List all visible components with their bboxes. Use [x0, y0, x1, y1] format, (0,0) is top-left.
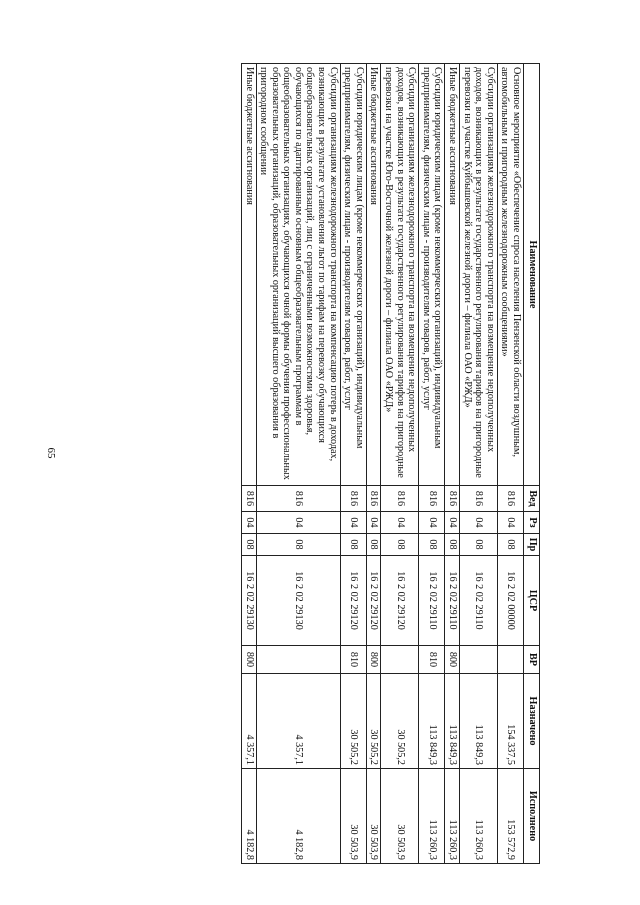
cell-pr: 08 — [460, 534, 498, 556]
cell-assigned: 113 849,3 — [419, 674, 445, 769]
cell-csr: 16 2 02 29130 — [241, 556, 256, 646]
cell-name: Субсидии организациям железнодорожного транспорта на возмещение недополученных доходов, возникающих в результате государственного регулирования тарифов на пригородные перевозки на участке Куйбышевской железной дороги – филиала ОАО «РЖД» — [460, 64, 498, 486]
cell-assigned: 4 357,1 — [241, 674, 256, 769]
cell-pr: 08 — [497, 534, 523, 556]
cell-executed: 30 503,9 — [381, 769, 419, 864]
header-vr: ВР — [524, 646, 540, 674]
cell-executed: 30 503,9 — [366, 769, 381, 864]
cell-vr: 810 — [340, 646, 366, 674]
cell-rz: 04 — [497, 512, 523, 534]
cell-name: Субсидии юридическим лицам (кроме некоммерческих организаций), индивидуальным предпринимателям, физическим лицам - производителям товаров, работ, услуг — [419, 64, 445, 486]
table-row — [497, 64, 523, 864]
cell-vr: 800 — [445, 646, 460, 674]
cell-executed: 113 260,3 — [460, 769, 498, 864]
cell-csr: 16 2 02 00000 — [497, 556, 523, 646]
cell-vr — [497, 646, 523, 674]
cell-csr: 16 2 02 29110 — [460, 556, 498, 646]
budget-table — [241, 63, 540, 864]
cell-name: Иные бюджетные ассигнования — [366, 64, 381, 486]
cell-pr: 08 — [241, 534, 256, 556]
cell-assigned: 154 337,5 — [497, 674, 523, 769]
cell-rz: 04 — [241, 512, 256, 534]
header-pr: Пр — [524, 534, 540, 556]
header-name: Наименование — [524, 64, 540, 486]
header-rz: Рз — [524, 512, 540, 534]
cell-assigned: 113 849,3 — [445, 674, 460, 769]
table-row — [445, 64, 460, 864]
header-assigned: Назначено — [524, 674, 540, 769]
cell-ved: 816 — [445, 486, 460, 512]
cell-vr: 800 — [366, 646, 381, 674]
header-ved: Вед — [524, 486, 540, 512]
cell-pr: 08 — [256, 534, 340, 556]
cell-assigned: 30 505,2 — [340, 674, 366, 769]
cell-name: Субсидии организациям железнодорожного транспорта на возмещение недополученных доходов, возникающих в результате государственного регулирования тарифов на пригородные перевозки на участке Юго-Восточной железной дороги – филиала ОАО «РЖД» — [381, 64, 419, 486]
table-row — [256, 64, 340, 864]
cell-ved: 816 — [256, 486, 340, 512]
cell-executed: 153 572,9 — [497, 769, 523, 864]
cell-vr: 810 — [419, 646, 445, 674]
table-row — [366, 64, 381, 864]
cell-pr: 08 — [366, 534, 381, 556]
cell-name: Субсидии юридическим лицам (кроме некоммерческих организаций), индивидуальным предпринимателям, физическим лицам - производителям товаров, работ, услуг — [340, 64, 366, 486]
header-executed: Исполнено — [524, 769, 540, 864]
cell-rz: 04 — [256, 512, 340, 534]
cell-csr: 16 2 02 29130 — [256, 556, 340, 646]
cell-csr: 16 2 02 29110 — [445, 556, 460, 646]
cell-vr — [381, 646, 419, 674]
rotated-page — [90, 63, 540, 863]
cell-assigned: 4 357,1 — [256, 674, 340, 769]
cell-csr: 16 2 02 29110 — [419, 556, 445, 646]
cell-rz: 04 — [445, 512, 460, 534]
cell-rz: 04 — [460, 512, 498, 534]
cell-vr: 800 — [241, 646, 256, 674]
cell-name: Иные бюджетные ассигнования — [241, 64, 256, 486]
cell-csr: 16 2 02 29120 — [340, 556, 366, 646]
table-header-row — [524, 64, 540, 864]
cell-ved: 816 — [381, 486, 419, 512]
cell-csr: 16 2 02 29120 — [381, 556, 419, 646]
cell-ved: 816 — [460, 486, 498, 512]
cell-name: Субсидии организациям железнодорожного транспорта на компенсацию потерь в доходах, возникающих в результате установления льгот по тарифам на перевозку обучающихся общеобразовательных организаций, лиц с ограниченными возможностями здоровья, обучающихся по адаптированным основным общеобразовательным программам в общеобразовательных организациях, обучающихся очной формы обучения профессиональных образовательных организаций, образовательных организаций высшего образования в пригородном сообщении — [256, 64, 340, 486]
page-number: 65 — [45, 447, 57, 459]
cell-rz: 04 — [381, 512, 419, 534]
cell-assigned: 113 849,3 — [460, 674, 498, 769]
cell-pr: 08 — [381, 534, 419, 556]
table-row — [419, 64, 445, 864]
cell-ved: 816 — [241, 486, 256, 512]
header-csr: ЦСР — [524, 556, 540, 646]
table-row — [340, 64, 366, 864]
cell-rz: 04 — [419, 512, 445, 534]
cell-rz: 04 — [340, 512, 366, 534]
cell-name: Иные бюджетные ассигнования — [445, 64, 460, 486]
cell-vr — [460, 646, 498, 674]
cell-pr: 08 — [419, 534, 445, 556]
cell-assigned: 30 505,2 — [366, 674, 381, 769]
cell-executed: 113 260,3 — [445, 769, 460, 864]
cell-pr: 08 — [340, 534, 366, 556]
table-row — [460, 64, 498, 864]
table-row — [381, 64, 419, 864]
cell-executed: 4 182,8 — [241, 769, 256, 864]
cell-assigned: 30 505,2 — [381, 674, 419, 769]
cell-vr — [256, 646, 340, 674]
table-row — [241, 64, 256, 864]
cell-ved: 816 — [419, 486, 445, 512]
cell-name: Основное мероприятие «Обеспечение спроса населения Пензенской области воздушным, автомобильным и пригородным железнодорожным сообщениями» — [497, 64, 523, 486]
cell-csr: 16 2 02 29120 — [366, 556, 381, 646]
cell-executed: 4 182,8 — [256, 769, 340, 864]
cell-ved: 816 — [340, 486, 366, 512]
cell-executed: 30 503,9 — [340, 769, 366, 864]
cell-ved: 816 — [497, 486, 523, 512]
cell-rz: 04 — [366, 512, 381, 534]
cell-ved: 816 — [366, 486, 381, 512]
cell-executed: 113 260,3 — [419, 769, 445, 864]
cell-pr: 08 — [445, 534, 460, 556]
